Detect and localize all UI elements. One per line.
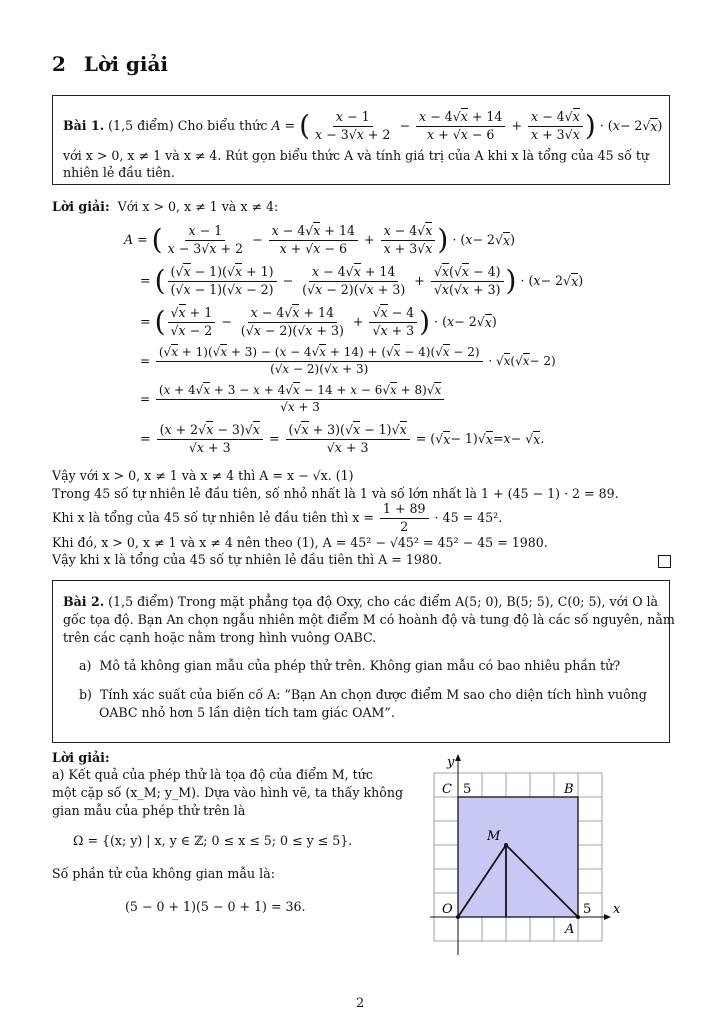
solution-1-final: Vậy khi x là tổng của 45 số tự nhiên lẻ đầu tiên thì A = 1980. — [52, 552, 442, 567]
problem-1-box — [52, 95, 670, 185]
solution-1-x-value: Khi x là tổng của 45 số tự nhiên lẻ đầu tiên thì x = $\frac{1 + 89}{2}$ · 45 = 45². — [52, 501, 503, 534]
problem-2-part-b: b) Tính xác suất của biến cố A: “Bạn An chọn được điểm M sao cho diện tích hình vuông — [79, 687, 647, 702]
coordinate-figure — [425, 750, 635, 960]
label-b: B — [564, 782, 574, 797]
label-five-x: 5 — [583, 902, 592, 917]
problem-1-line2: với x > 0, x ≠ 1 và x ≠ 4. Rút gọn biểu thức A và tính giá trị của A khi x là tổng của 45 số tự — [63, 148, 650, 163]
problem-2-line2: gốc tọa độ. Bạn An chọn ngẫu nhiên một điểm M có hoành độ và tung độ là các số nguyên, nằm — [63, 612, 675, 627]
problem-2-box — [52, 580, 675, 743]
problem-2-line3: trên các cạnh hoặc nằm trong hình vuông OABC. — [63, 630, 377, 645]
derivation-step-6: = $\frac{(x + 2√x - 3)√x}{√x + 3}$ = $\frac{(√x + 3)(√x - 1)√x}{√x + 3}$ = (√ x − 1)√ x = x − √ x . — [140, 422, 545, 455]
solution-2-line3: gian mẫu của phép thử trên là — [52, 803, 246, 818]
problem-2-part-a: a) Mô tả không gian mẫu của phép thử trên. Không gian mẫu có bao nhiêu phần tử? — [79, 658, 621, 673]
problem-2-line1: Bài 2. (1,5 điểm) Trong mặt phẳng tọa độ Oxy, cho các điểm A(5; 0), B(5; 5), C(0; 5), với O là — [63, 594, 659, 609]
sample-count-value: (5 − 0 + 1)(5 − 0 + 1) = 36. — [125, 899, 306, 914]
sample-space-formula: Ω = {(x; y) | x, y ∈ ℤ; 0 ≤ x ≤ 5; 0 ≤ y ≤ 5}. — [73, 833, 353, 848]
solution-1-header: Lời giải: Với x > 0, x ≠ 1 và x ≠ 4: — [52, 199, 279, 214]
derivation-step-3: = ( $\frac{√x + 1}{√x - 2}$ − $\frac{x - 4√x + 14}{(√x - 2)(√x + 3)}$ + $\frac{√x - 4}{√x + 3}$ ) · ( x − 2√ x ) — [140, 304, 497, 338]
label-o: O — [442, 902, 453, 917]
problem-1-line1: Bài 1. (1,5 điểm) Cho biểu thức A = ( $\frac{x - 1}{x - 3√x + 2}$ − $\frac{x - 4√x + 14}{x + √x - 6}$ + $\frac{x - 4√x}{x + 3√x}$ ) · ( x − 2√ x ) — [63, 108, 663, 142]
label-x: x — [613, 902, 621, 917]
qed-square — [658, 555, 671, 568]
solution-2-line2: một cặp số (x_M; y_M). Dựa vào hình vẽ, ta thấy không — [52, 785, 404, 800]
solution-2-header: Lời giải: — [52, 750, 110, 765]
derivation-step-5: = $\frac{(x + 4√x + 3 - x + 4√x - 14 + x - 6√x + 8)√x}{√x + 3}$ — [140, 380, 446, 418]
derivation-step-2: = ( $\frac{(√x - 1)(√x + 1)}{(√x - 1)(√x - 2)}$ − $\frac{x - 4√x + 14}{(√x - 2)(√x + 3)}$ + $\frac{√x(√x - 4)}{√x(√x + 3)}$ ) · ( x − 2√ x ) — [140, 263, 584, 297]
label-five-y: 5 — [463, 782, 472, 797]
y-axis-arrow — [455, 754, 461, 761]
solution-1-conclusion: Vậy với x > 0, x ≠ 1 và x ≠ 4 thì A = x − √x. (1) — [52, 468, 354, 483]
solution-1-compute: Khi đó, x > 0, x ≠ 1 và x ≠ 4 nên theo (1), A = 45² − √45² = 45² − 45 = 1980. — [52, 535, 548, 550]
label-y: y — [447, 755, 455, 770]
derivation-step-1: A = ( $\frac{x - 1}{x - 3√x + 2}$ − $\frac{x - 4√x + 14}{x + √x - 6}$ + $\frac{x - 4√x}{x + 3√x}$ ) · ( x − 2√ x ) — [124, 222, 515, 256]
point-o — [456, 915, 460, 919]
point-a — [576, 915, 580, 919]
x-axis-arrow — [604, 914, 611, 920]
point-m — [504, 843, 508, 847]
section-title: 2 Lời giải — [52, 52, 169, 76]
problem-2-part-b-cont: OABC nhỏ hơn 5 lần diện tích tam giác OAM”. — [99, 705, 395, 720]
problem-1-line3: nhiên lẻ đầu tiên. — [63, 165, 175, 180]
page-number: 2 — [356, 996, 365, 1011]
solution-1-odd-range: Trong 45 số tự nhiên lẻ đầu tiên, số nhỏ nhất là 1 và số lớn nhất là 1 + (45 − 1) · 2 = 89. — [52, 486, 619, 501]
label-c: C — [442, 782, 452, 797]
solution-2-line1: a) Kết quả của phép thử là tọa độ của điểm M, tức — [52, 767, 373, 782]
derivation-step-4: = $\frac{(√x + 1)(√x + 3) - (x - 4√x + 14) + (√x - 4)(√x - 2)}{(√x - 2)(√x + 3)}$ · √ x (√ x − 2) — [140, 344, 556, 376]
sample-count-label: Số phần tử của không gian mẫu là: — [52, 866, 275, 881]
label-m: M — [487, 829, 501, 844]
label-a: A — [565, 922, 575, 937]
